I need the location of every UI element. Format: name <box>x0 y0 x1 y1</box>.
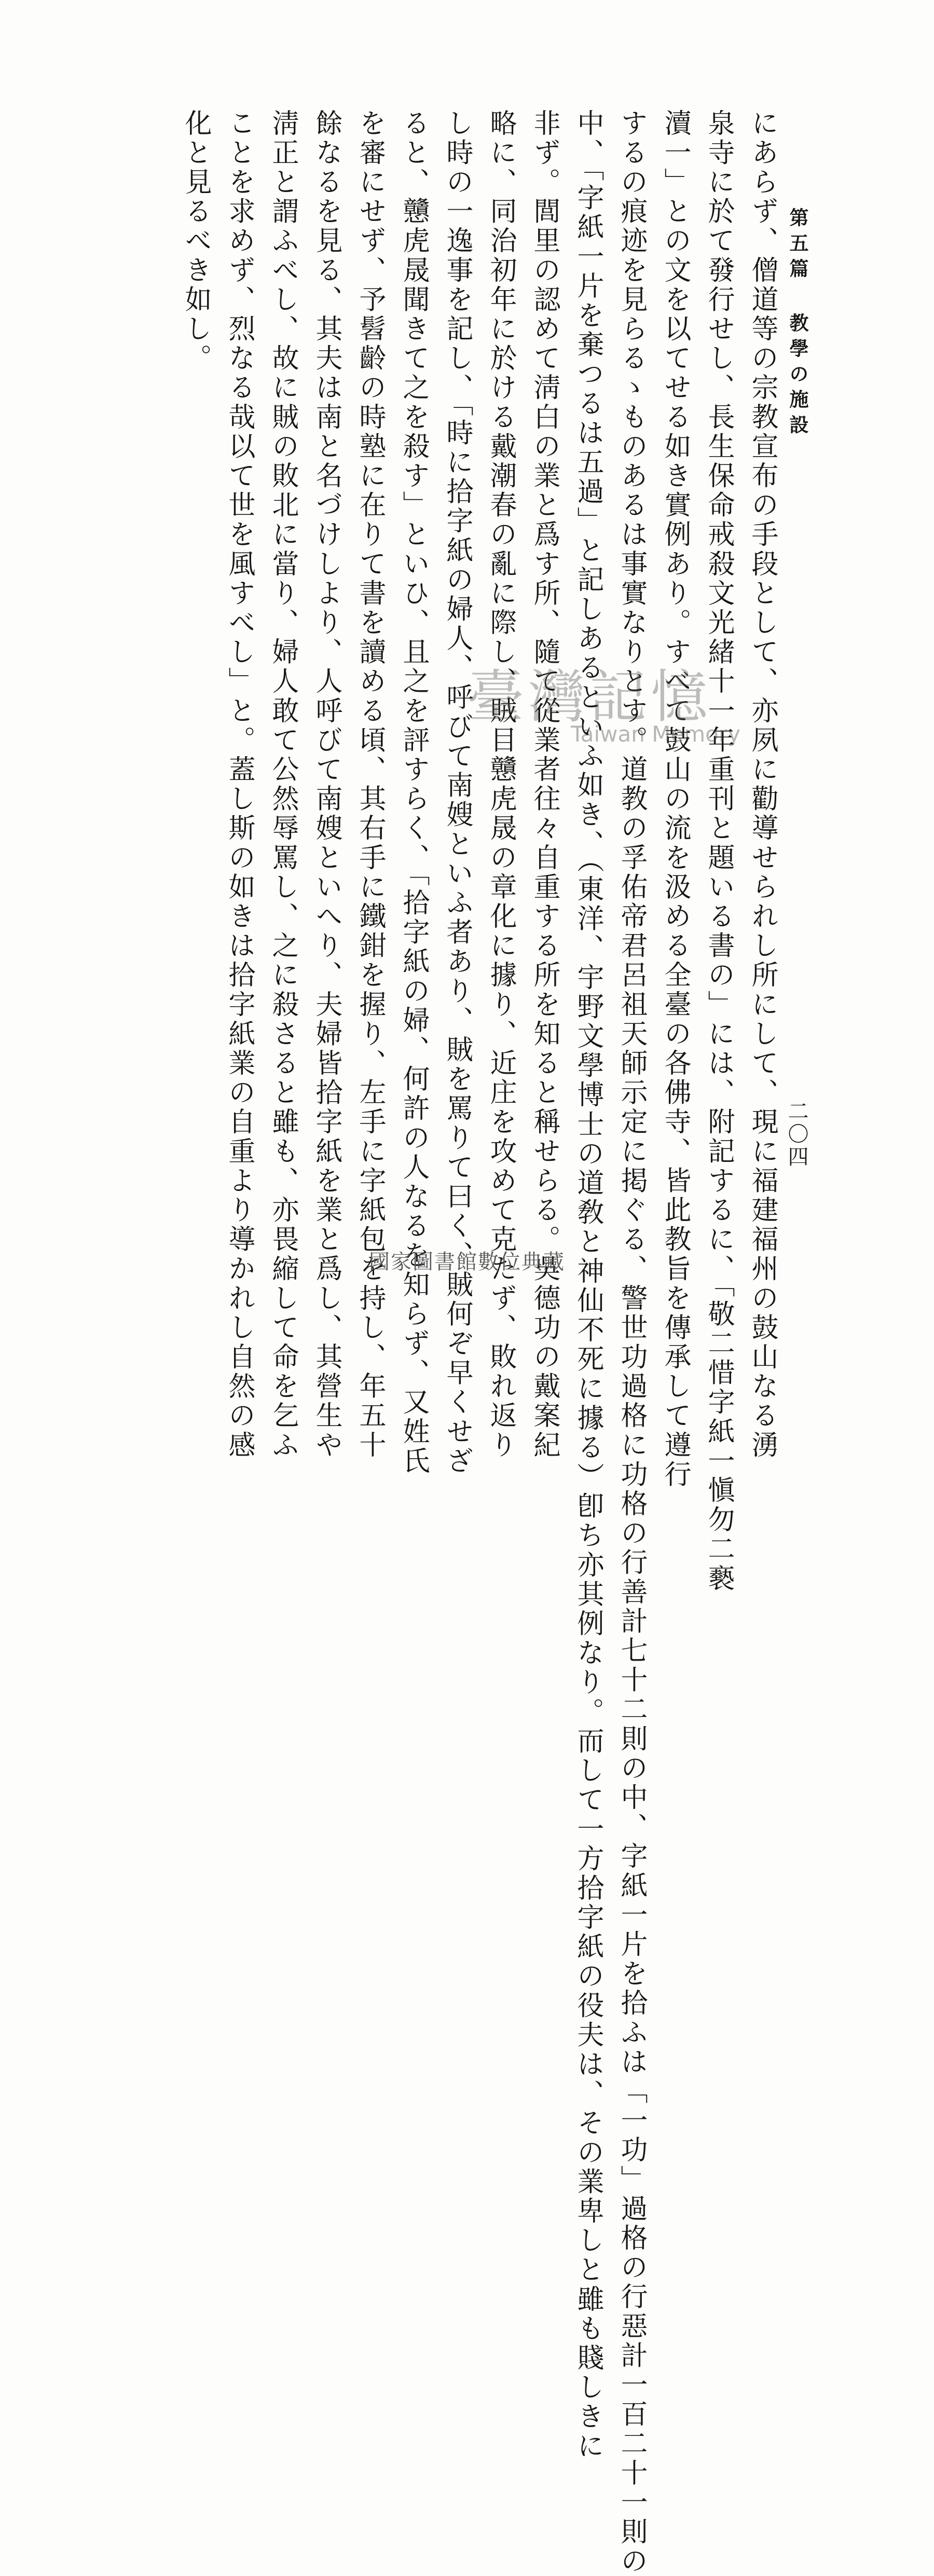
watermark-latin: Taiwan Memory <box>571 721 740 747</box>
text-line-6: 非ず。閭里の認めて淸白の業と爲す所、隨て從業者往々自重する所を知ると稱せらる。吳德功の戴案紀 <box>529 109 560 1460</box>
archive-footer: 國家圖書館數位典藏 <box>369 1250 565 1274</box>
text-line-11: 餘なるを見る、其夫は南と名づけしより、人呼びて南嫂といへり、夫婦皆拾字紙を業と爲し、其營生や <box>311 109 342 1460</box>
section-title: 第五篇 教學の施設 <box>786 208 809 440</box>
watermark-cjk: 臺灣記憶 <box>467 664 712 730</box>
text-line-13: ことを求めず、烈なる哉以て世を風すべし」と。蓋し斯の如きは拾字紙業の自重より導かれし自然の感 <box>224 109 255 1460</box>
text-line-2: 泉寺に於て發行せし、長生保命戒殺文光緒十一年重刊と題いる書の」には、附記するに、「敬二惜字紙一愼勿二褻 <box>703 109 734 1594</box>
text-line-8: し時の一逸事を記し、「時に拾字紙の婦人、呼びて南嫂といふ者あり、賊を罵りて曰く、賊何ぞ早くせざ <box>442 109 473 1476</box>
text-line-10: を審にせず、予髫齡の時塾に在りて書を讀める頃、其右手に鐵鉗を握り、左手に字紙包を持し、年五十 <box>354 109 386 1460</box>
text-line-1: にあらず、僧道等の宗教宣布の手段として、亦夙に勸導せられし所にして、現に福建福州の鼓山なる湧 <box>747 109 778 1460</box>
text-line-4: するの痕迹を見らるゝものあるは事實なりとす。道教の孚佑帝君呂祖天師示定に掲ぐる、警世功過格に功格の行善計七十二則の中、字紙一片を拾ふは「一功」過格の行惡計一百二十一則の <box>616 109 647 2576</box>
text-line-12: 淸正と謂ふべし、故に賊の敗北に當り、婦人敢て公然辱罵し、之に殺さると雖も、亦畏縮して命を乞ふ <box>267 109 298 1460</box>
text-line-3: 瀆一」との文を以てせる如き實例あり。すべて鼓山の流を汲める全臺の各佛寺、皆此教旨を傳承して遵行 <box>660 109 691 1490</box>
text-line-7: 略に、同治初年に於ける戴潮春の亂に際し、賊目戇虎晟の章化に據り、近庄を攻めて克たず、敗れ返り <box>485 109 516 1460</box>
text-line-9: ると、戇虎晟聞きて之を殺す」といひ、且之を評すらく、「拾字紙の婦、何許の人なるを知らず、又姓氏 <box>398 109 429 1476</box>
text-line-14: 化と見るべき如し。 <box>180 109 211 374</box>
text-line-5: 中、「字紙一片を棄つるは五過」と記しあるといふ如き、（東洋、宇野文學博士の道敎と神仙不死に據る）卽ち亦其例なり。而して一方拾字紙の役夫は、その業卑しと雖も賤しきに <box>572 109 603 2461</box>
running-header <box>776 208 809 1169</box>
page-number: 二〇四 <box>785 1100 808 1169</box>
